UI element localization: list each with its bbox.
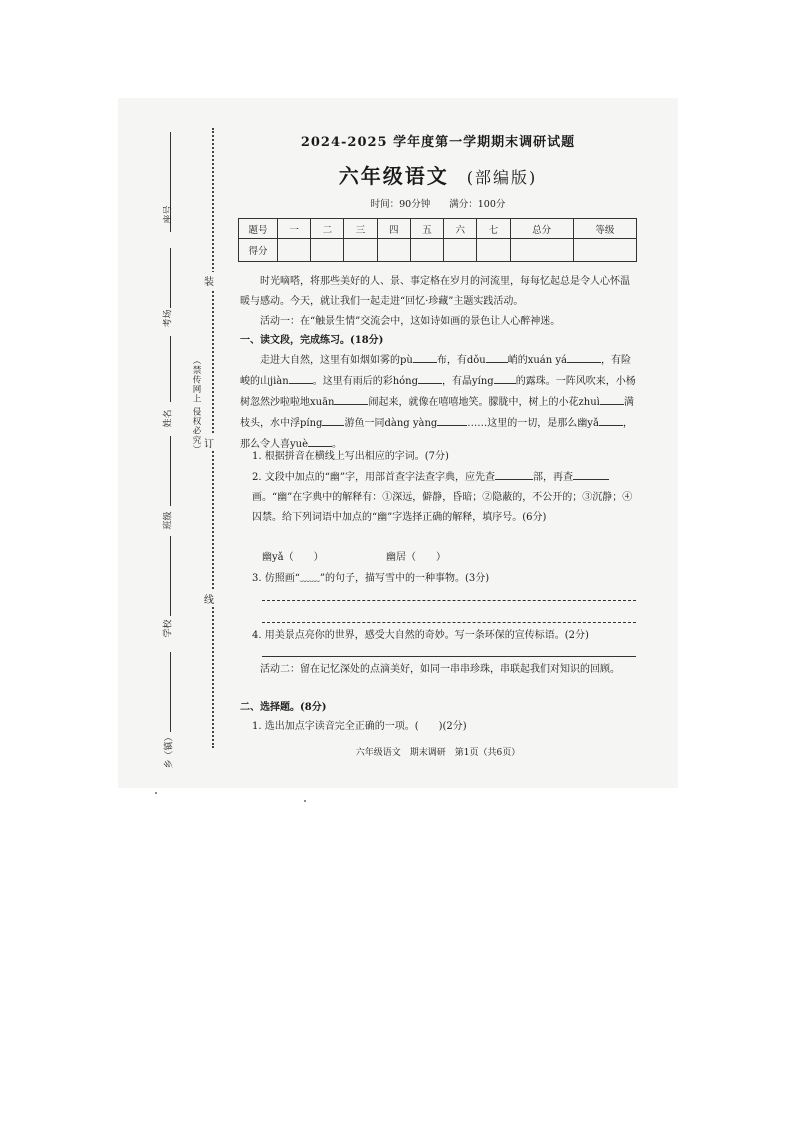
score-table	[238, 218, 637, 262]
scan-speck	[155, 792, 157, 794]
header-cell: 六	[444, 219, 477, 239]
header-cell: 二	[311, 219, 344, 239]
intro-paragraph: 时光嘀嗒，将那些美好的人、景、事定格在岁月的河流里，每每忆起总是令人心怀温暖与感动。今天，就让我们一起走进“回忆·珍藏”主题实践活动。	[240, 276, 630, 307]
activity-1: 活动一：在“触景生情”交流会中，这如诗如画的景色让人心醉神迷。	[260, 316, 561, 327]
exam-full-score: 满分：100分	[449, 199, 506, 210]
section-1-heading: 一、读文段，完成练习。(18分)	[240, 335, 384, 346]
answer-blank[interactable]	[322, 413, 344, 426]
copyright-note: （禁传网上 侵权必究）	[191, 356, 201, 455]
score-cell[interactable]	[573, 239, 636, 262]
answer-blank[interactable]	[413, 350, 437, 363]
exam-meta	[238, 196, 638, 210]
question-1-3: 3. 仿照画“﹏﹏”的句子，描写雪中的一种事物。(3分)	[252, 573, 490, 584]
question-1-2-item-1[interactable]: 幽yǎ（ ）	[262, 552, 324, 563]
subject-name: 六年级语文	[338, 164, 449, 188]
score-cell[interactable]	[477, 239, 510, 262]
score-cell[interactable]	[278, 239, 311, 262]
scan-speck	[304, 800, 306, 802]
header-cell: 三	[344, 219, 377, 239]
reading-passage: 走进大自然，这里有如烟如雾的pù 布，有dǒu 峭的xuán yá ，有险峻的山jiàn 。这里有雨后的彩hóng ，有晶yíng 的露珠。一阵风吹来，小杨树忽然沙啦啦地xuān 闹起来，就像在嘻嘻地笑。朦胧中，树上的小花zhuì 满枝头，水中浮píng 游鱼一同dàng yàng ……这里的一切，是那么幽yǎ ，那么令人喜yuè 。	[240, 350, 638, 455]
township-label: 乡（镇）	[164, 732, 175, 769]
exam-title: 2024-2025 学年度第一学期期末调研试题	[300, 135, 576, 150]
score-table-row	[239, 239, 637, 262]
exam-room-line	[170, 248, 171, 308]
header-cell: 等级	[573, 219, 636, 239]
answer-blank[interactable]	[486, 350, 508, 363]
answer-blank[interactable]	[567, 350, 601, 363]
score-cell[interactable]	[344, 239, 377, 262]
answer-blank[interactable]	[289, 371, 313, 384]
question-1-1: 1. 根据拼音在横线上写出相应的字词。(7分)	[252, 451, 449, 462]
exam-subject	[238, 160, 638, 189]
answer-blank[interactable]	[494, 371, 516, 384]
answer-line[interactable]	[262, 600, 636, 601]
answer-blank[interactable]	[573, 467, 609, 480]
header-cell: 题号	[239, 219, 278, 239]
question-1-2: 2. 文段中加点的“幽”字，用部首查字法查字典，应先查 部，再查画。“幽”在字典中的解释有：①深远，僻静，昏暗；②隐蔽的，不公开的；③沉静；④囚禁。给下列词语中加点的“幽”字选择正确的解释，填序号。(6分)	[252, 467, 638, 528]
answer-blank[interactable]	[334, 392, 368, 405]
question-2-1: 1. 选出加点字读音完全正确的一项。( )(2分)	[252, 721, 467, 732]
seat-number-label: 座号	[163, 205, 174, 224]
exam-time: 时间：90分钟	[370, 199, 431, 210]
header-cell: 七	[477, 219, 510, 239]
edition: (部编版)	[466, 168, 538, 187]
score-cell[interactable]	[444, 239, 477, 262]
answer-line[interactable]	[262, 656, 636, 657]
name-label: 姓名	[163, 409, 174, 428]
answer-blank[interactable]	[600, 392, 624, 405]
school-line	[170, 536, 171, 616]
score-cell[interactable]	[377, 239, 410, 262]
score-table-header	[239, 219, 637, 239]
score-cell[interactable]	[410, 239, 443, 262]
answer-blank[interactable]	[599, 413, 623, 426]
exam-room-label: 考场	[163, 309, 174, 328]
cut-mark-2: 订	[204, 434, 214, 451]
class-line	[170, 436, 171, 506]
answer-blank[interactable]	[418, 371, 442, 384]
header-cell: 总分	[510, 219, 573, 239]
row-label: 得分	[239, 239, 278, 262]
score-cell[interactable]	[510, 239, 573, 262]
answer-line[interactable]	[262, 622, 636, 623]
school-label: 学校	[163, 619, 174, 638]
class-label: 班级	[163, 511, 174, 530]
page-footer: 六年级语文 期末调研 第1页（共6页）	[355, 748, 521, 758]
header-cell: 一	[278, 219, 311, 239]
question-1-4: 4. 用美景点亮你的世界，感受大自然的奇妙。写一条环保的宣传标语。(2分)	[252, 630, 589, 641]
header-cell: 四	[377, 219, 410, 239]
answer-blank[interactable]	[308, 434, 332, 447]
section-2-heading: 二、选择题。(8分)	[240, 702, 327, 713]
name-line	[170, 336, 171, 402]
answer-blank[interactable]	[495, 467, 533, 480]
cut-mark-1: 装	[204, 272, 214, 289]
header-cell: 五	[410, 219, 443, 239]
cut-mark-3: 线	[204, 590, 214, 607]
activity-2: 活动二：留在记忆深处的点滴美好，如同一串串珍珠，串联起我们对知识的回顾。	[260, 664, 620, 675]
score-cell[interactable]	[311, 239, 344, 262]
township-line	[170, 652, 171, 732]
answer-blank[interactable]	[437, 413, 467, 426]
question-1-2-item-2[interactable]: 幽居（ ）	[386, 552, 446, 563]
